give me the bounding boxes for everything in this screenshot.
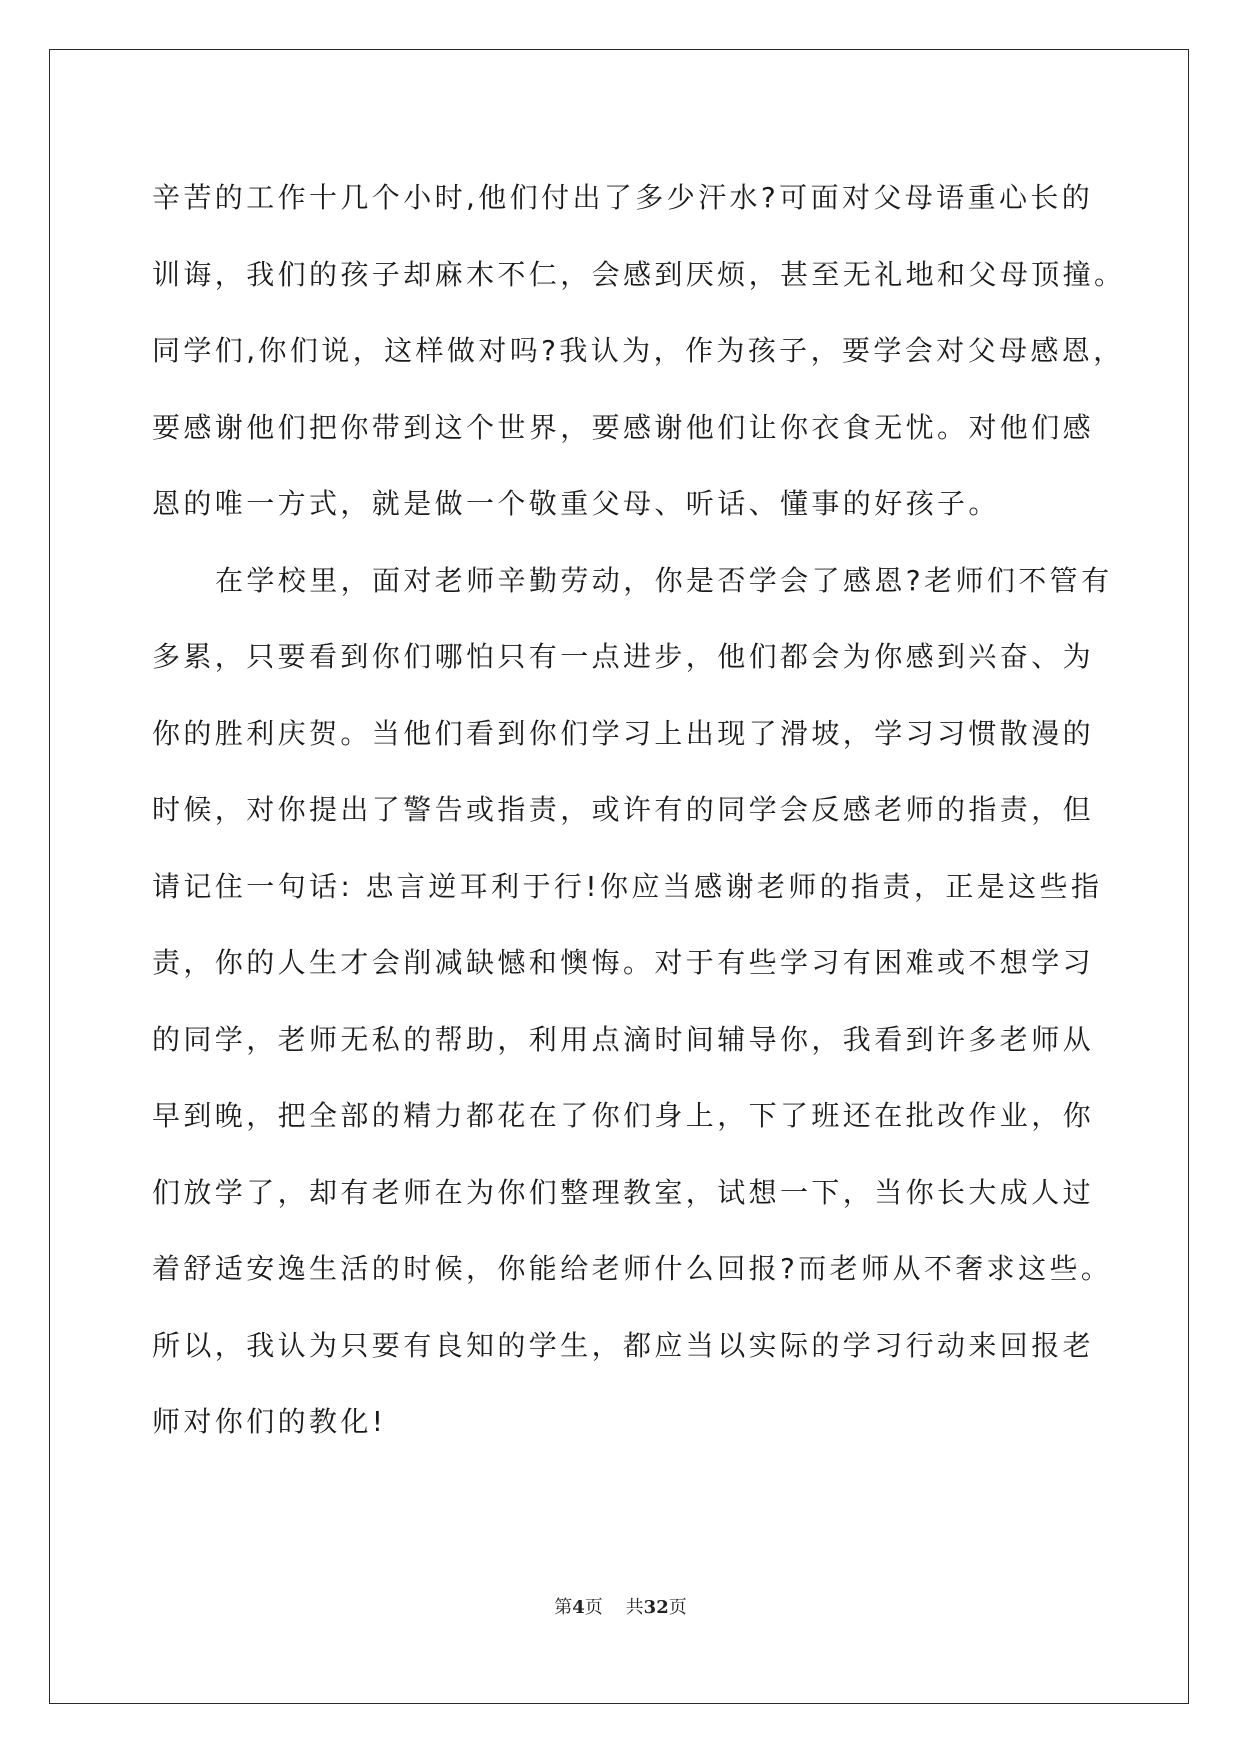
page-footer <box>0 1593 1241 1619</box>
text-line: 在学校里，面对老师辛勤劳动，你是否学会了感恩?老师们不管有 <box>215 563 1113 597</box>
total-page-count: 32 <box>643 1597 669 1618</box>
text-line: 恩的唯一方式，就是做一个敬重父母、听话、懂事的好孩子。 <box>152 487 1000 520</box>
footer-page-suffix: 页 <box>584 1597 603 1618</box>
text-line: 早到晚，把全部的精力都花在了你们身上，下了班还在批改作业，你 <box>152 1099 1095 1132</box>
text-line: 所以，我认为只要有良知的学生，都应当以实际的学习行动来回报老 <box>152 1328 1095 1362</box>
footer-total-suffix: 页 <box>668 1597 687 1618</box>
text-line: 辛苦的工作十几个小时,他们付出了多少汗水?可面对父母语重心长的 <box>152 181 1094 214</box>
text-line: 师对你们的教化! <box>152 1405 387 1438</box>
text-line: 着舒适安逸生活的时候，你能给老师什么回报?而老师从不奢求这些。 <box>152 1252 1113 1285</box>
text-line: 训诲，我们的孩子却麻木不仁，会感到厌烦，甚至无礼地和父母顶撞。 <box>152 257 1126 291</box>
text-line: 责，你的人生才会削减缺憾和懊悔。对于有些学习有困难或不想学习 <box>152 946 1095 979</box>
text-line: 请记住一句话: 忠言逆耳利于行!你应当感谢老师的指责，正是这些指 <box>152 869 1103 903</box>
text-line: 同学们,你们说，这样做对吗?我认为，作为孩子，要学会对父母感恩， <box>152 334 1125 367</box>
current-page-number: 4 <box>572 1597 585 1618</box>
text-line: 们放学了，却有老师在为你们整理教室，试想一下，当你长大成人过 <box>152 1175 1095 1209</box>
text-line: 多累，只要看到你们哪怕只有一点进步，他们都会为你感到兴奋、为 <box>152 640 1095 673</box>
text-line: 的同学，老师无私的帮助，利用点滴时间辅导你，我看到许多老师从 <box>152 1022 1095 1056</box>
footer-total-prefix: 共 <box>625 1597 644 1618</box>
text-line: 你的胜利庆贺。当他们看到你们学习上出现了滑坡，学习习惯散漫的 <box>152 716 1095 750</box>
text-line: 要感谢他们把你带到这个世界，要感谢他们让你衣食无忧。对他们感 <box>152 410 1095 444</box>
text-line: 时候，对你提出了警告或指责，或许有的同学会反感老师的指责，但 <box>152 793 1095 826</box>
footer-prefix: 第 <box>554 1597 573 1618</box>
document-body <box>152 160 1126 1461</box>
